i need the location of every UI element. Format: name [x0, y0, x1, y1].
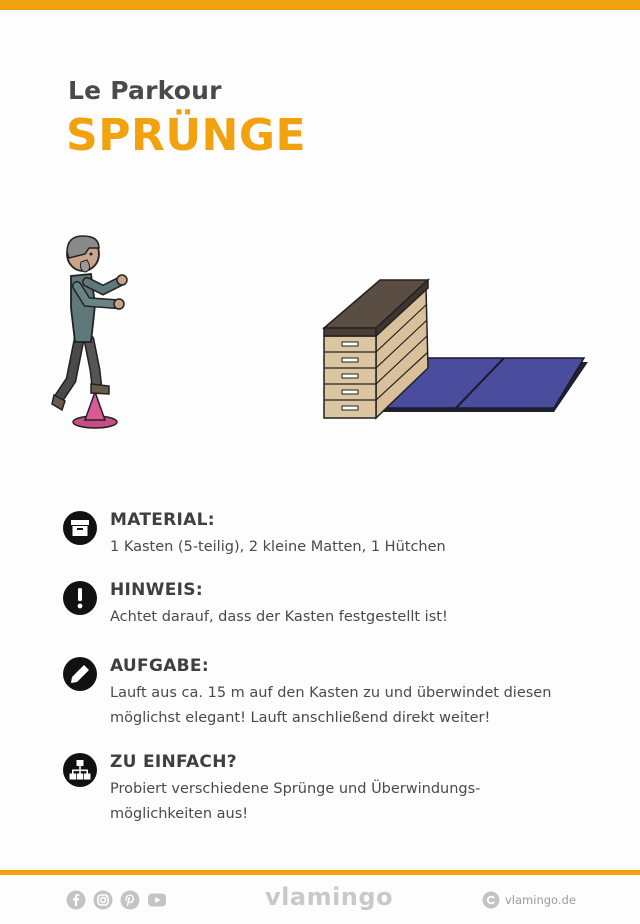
- social-icons: [66, 890, 167, 910]
- page-subtitle: Le Parkour: [68, 76, 222, 105]
- page-title: SPRÜNGE: [66, 110, 307, 161]
- archive-box-icon: [62, 510, 98, 546]
- bottom-accent-bar: [0, 870, 640, 875]
- top-accent-bar: [0, 0, 640, 10]
- section-title: MATERIAL:: [110, 510, 215, 530]
- section-text: 1 Kasten (5-teilig), 2 kleine Matten, 1 Hütchen: [110, 539, 446, 555]
- pinterest-icon[interactable]: [120, 890, 140, 910]
- vaulting-box-illustration: [318, 276, 590, 424]
- section-title: AUFGABE:: [110, 656, 209, 676]
- instagram-icon[interactable]: [93, 890, 113, 910]
- youtube-icon[interactable]: [147, 890, 167, 910]
- vlamingo-logo: vlamingo: [265, 883, 394, 911]
- section-text: Achtet darauf, dass der Kasten festgestellt ist!: [110, 609, 448, 625]
- section-text: Lauft aus ca. 15 m auf den Kasten zu und überwindet diesen möglichst elegant! Lauft anschließend direkt weiter!: [110, 685, 552, 726]
- cone-icon: [73, 392, 117, 428]
- section-title: HINWEIS:: [110, 580, 203, 600]
- facebook-icon[interactable]: [66, 890, 86, 910]
- pencil-icon: [62, 656, 98, 692]
- person-running-illustration: [45, 230, 145, 435]
- copyright-icon: [482, 891, 500, 909]
- section-title: ZU EINFACH?: [110, 752, 237, 772]
- hierarchy-icon: [62, 752, 98, 788]
- website-credit: [482, 890, 576, 910]
- website-url[interactable]: vlamingo.de: [505, 893, 576, 907]
- exclamation-icon: [62, 580, 98, 616]
- section-text: Probiert verschiedene Sprünge und Überwindungs-möglichkeiten aus!: [110, 781, 481, 822]
